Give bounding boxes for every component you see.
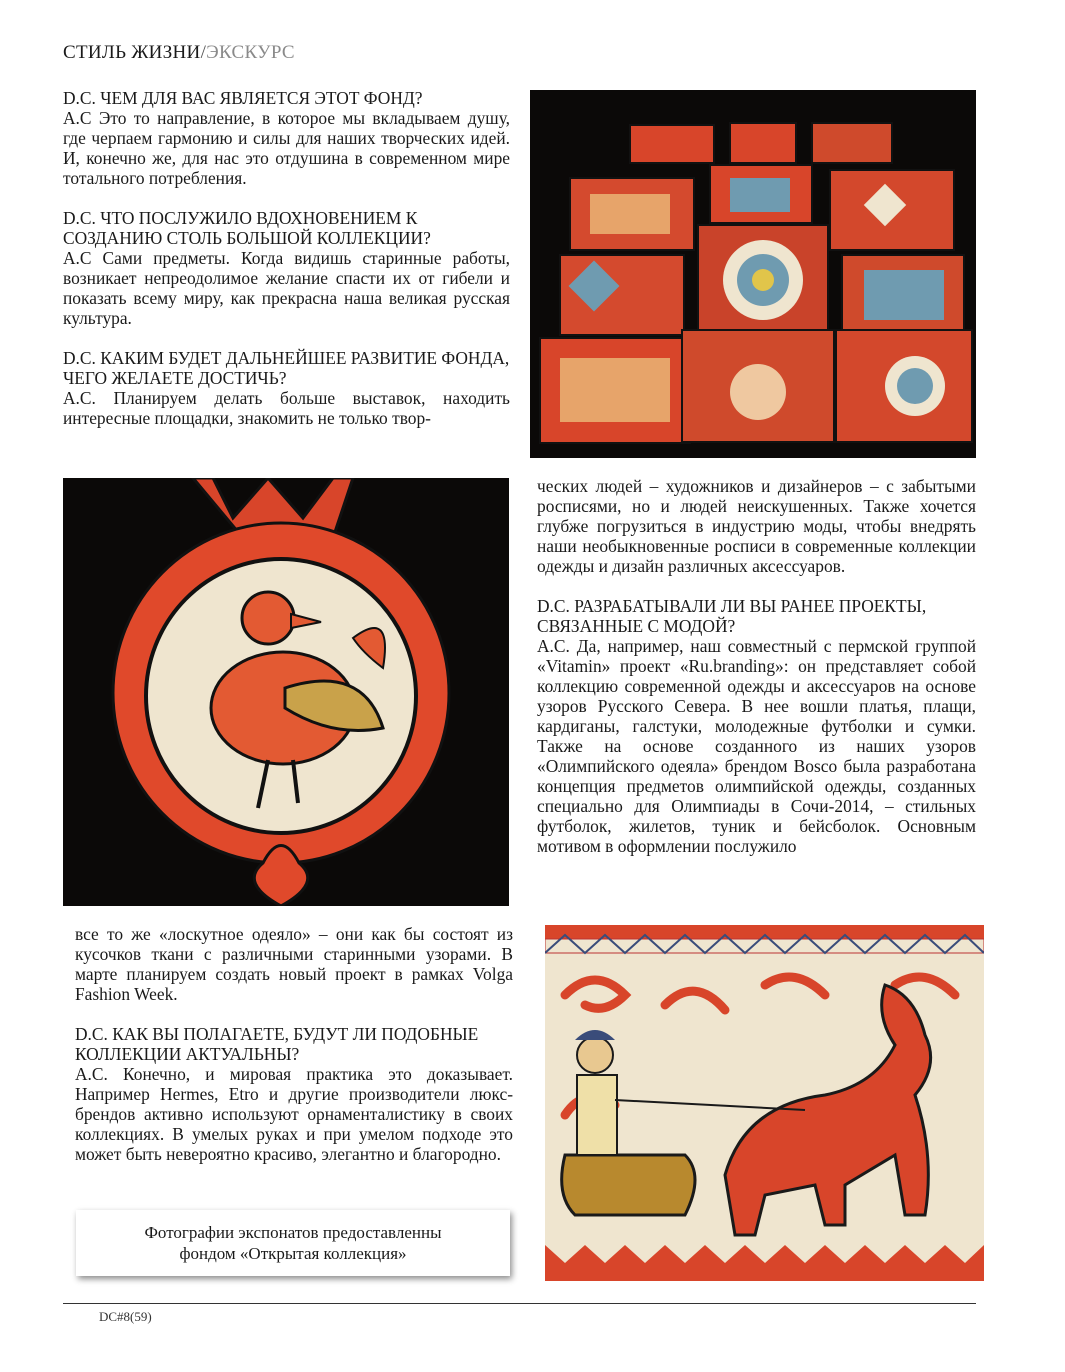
text-column-1: [63, 88, 510, 428]
answer-3: A.C. Планируем делать больше выставок, находить интересные площадки, знакомить не только твор-: [63, 388, 510, 428]
issue-number: DC#8(59): [99, 1309, 152, 1324]
subsection-title: ЭКСКУРС: [206, 42, 295, 63]
answer-4-continued: все то же «лоскутное одеяло» – они как бы состоят из кусочков ткани с различными старинными узорами. В марте планируем создать новый проект в рамках Volga Fashion Week.: [75, 924, 513, 1004]
photo-bird-medallion: [63, 478, 509, 906]
caption-line-1: Фотографии экспонатов предоставленны: [144, 1223, 442, 1242]
photo-credit-caption: [76, 1210, 510, 1276]
question-5: D.C. КАК ВЫ ПОЛАГАЕТЕ, БУДУТ ЛИ ПОДОБНЫЕ КОЛЛЕКЦИИ АКТУАЛЬНЫ?: [75, 1024, 479, 1064]
section-title: СТИЛЬ ЖИЗНИ: [63, 42, 201, 63]
text-column-2: [537, 476, 976, 856]
header-separator: /: [200, 42, 207, 63]
question-1: D.C. ЧЕМ ДЛЯ ВАС ЯВЛЯЕТСЯ ЭТОТ ФОНД?: [63, 88, 423, 108]
footer-rule: [63, 1303, 976, 1304]
question-3: D.C. КАКИМ БУДЕТ ДАЛЬНЕЙШЕЕ РАЗВИТИЕ ФОНДА, ЧЕГО ЖЕЛАЕТЕ ДОСТИЧЬ?: [63, 348, 510, 388]
answer-1: A.C Это то направление, в которое мы вкладываем душу, где черпаем гармонию и силы для наших творческих идей. И, конечно же, для нас это отдушина в современном мире тотального потребления.: [63, 108, 510, 188]
answer-4: A.C. Да, например, наш совместный с пермской группой «Vitamin» проект «Ru.branding»: он представляет собой коллекцию современной одежды и аксессуаров на основе узоров Русского Севера. В нее вошли платья, плащи, кардиганы, галстуки, молодежные футболки и сумки. Также на основе созданного из наших узоров «Олимпийского одеяла» брендом Bosco была разработана концепция предметов олимпийской одежды, созданных специально для Олимпиады в Сочи-2014, – стильных футболок, жилетов, туник и бейсболок. Основным мотивом в оформлении послужило: [537, 636, 976, 856]
photo-horse-sleigh-painting: [545, 925, 984, 1281]
text-column-3: [75, 924, 513, 1164]
question-2: D.C. ЧТО ПОСЛУЖИЛО ВДОХНОВЕНИЕМ К СОЗДАНИЮ СТОЛЬ БОЛЬШОЙ КОЛЛЕКЦИИ?: [63, 208, 431, 248]
caption-line-2: фондом «Открытая коллекция»: [179, 1244, 407, 1263]
running-header: [63, 42, 295, 64]
photo-painted-chests: [530, 90, 976, 458]
answer-5: A.C. Конечно, и мировая практика это доказывает. Например Hermes, Etro и другие производители люкс-брендов активно используют орнаменталистику в своих коллекциях. В умелых руках и при умелом подходе это может быть невероятно красиво, элегантно и благородно.: [75, 1064, 513, 1164]
question-4: D.C. РАЗРАБАТЫВАЛИ ЛИ ВЫ РАНЕЕ ПРОЕКТЫ, СВЯЗАННЫЕ С МОДОЙ?: [537, 596, 927, 636]
answer-2: A.C Сами предметы. Когда видишь старинные работы, возникает непреодолимое желание спасти их от гибели и показать всему миру, как прекрасна наша великая русская культура.: [63, 248, 510, 328]
answer-3-continued: ческих людей – художников и дизайнеров – с забытыми росписями, но и людей неискушенных. Также хочется глубже погрузиться в индустрию моды, чтобы внедрять наши необыкновенные росписи в современные коллекции одежды и дизайн различных аксессуаров.: [537, 476, 976, 576]
